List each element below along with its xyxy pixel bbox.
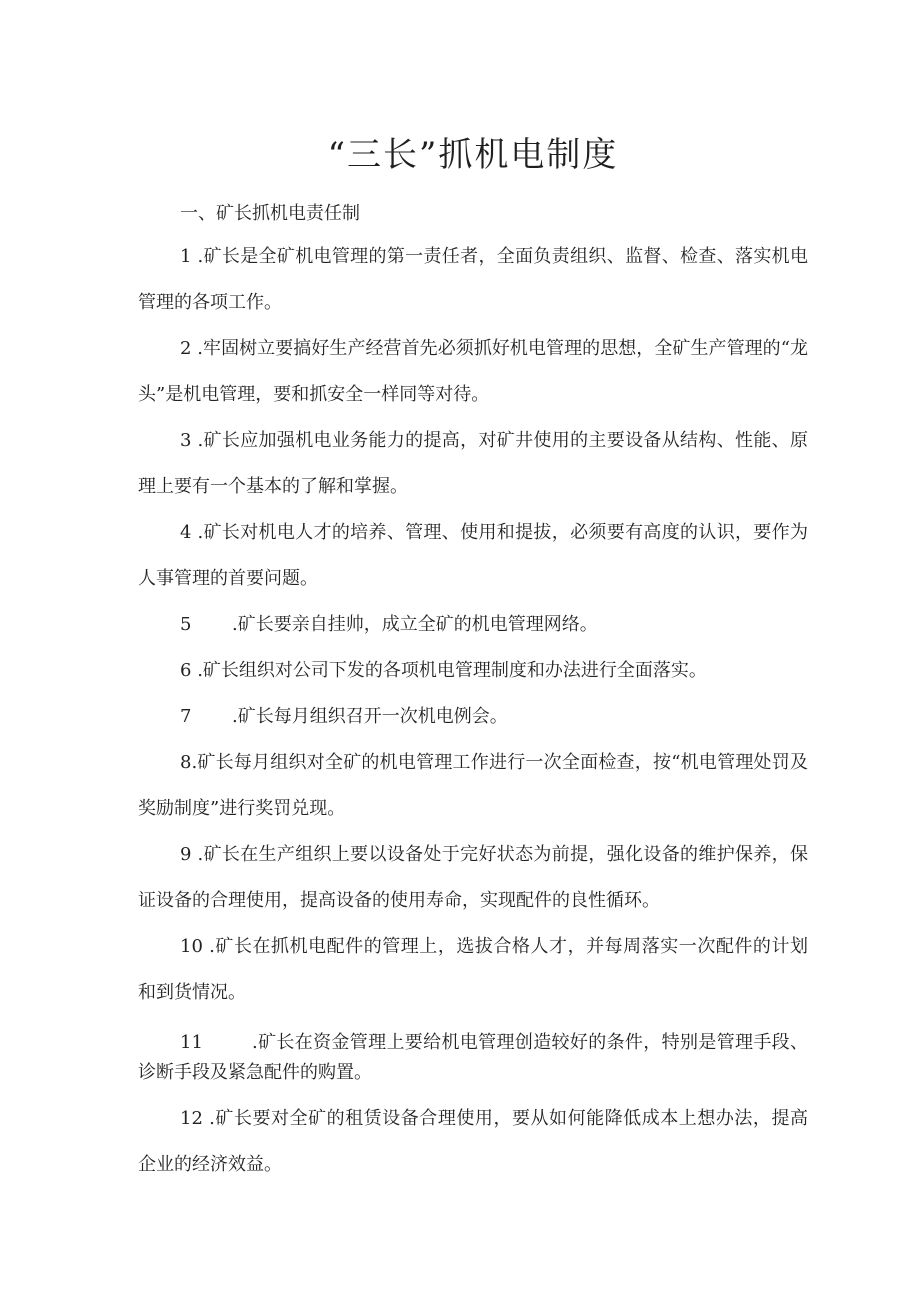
clause-text: .矿长在生产组织上要以设备处于完好状态为前提，强化设备的维护保养，保证设备的合理使用，提高设备的使用寿命，实现配件的良性循环。 — [138, 844, 809, 911]
clause-8 — [138, 740, 808, 832]
clause-10 — [138, 924, 808, 1016]
clause-11 — [138, 1028, 808, 1088]
clause-text: .矿长在资金管理上要给机电管理创造较好的条件，特别是管理手段、诊断手段及紧急配件的购置。 — [138, 1032, 808, 1083]
clause-4 — [138, 510, 808, 602]
clause-2 — [138, 326, 808, 418]
clause-text: .矿长应加强机电业务能力的提高，对矿井使用的主要设备从结构、性能、原理上要有一个基本的了解和掌握。 — [138, 430, 809, 497]
clause-number: 9 — [180, 844, 198, 865]
clause-12 — [138, 1096, 808, 1188]
clause-number: 2 — [180, 338, 198, 359]
clause-5 — [138, 602, 808, 648]
clause-number: 6 — [180, 660, 198, 681]
clause-7 — [138, 694, 808, 740]
clause-number: 11 — [180, 1032, 203, 1053]
clause-text: .牢固树立要搞好生产经营首先必须抓好机电管理的思想，全矿生产管理的“龙头”是机电管理，要和抓安全一样同等对待。 — [138, 338, 808, 405]
clause-number: 3 — [180, 430, 198, 451]
clause-number: 10 — [180, 936, 210, 957]
clause-text: .矿长每月组织召开一次机电例会。 — [232, 706, 508, 727]
clause-text: .矿长在抓机电配件的管理上，选拔合格人才，并每周落实一次配件的计划和到货情况。 — [138, 936, 808, 1003]
section-heading: 一、矿长抓机电责任制 — [180, 203, 360, 224]
clause-number: 12 — [180, 1108, 210, 1129]
clause-text: .矿长对机电人才的培养、管理、使用和提拔，必须要有高度的认识，要作为人事管理的首要问题。 — [138, 522, 809, 589]
clause-text: .矿长组织对公司下发的各项机电管理制度和办法进行全面落实。 — [197, 660, 707, 681]
clause-number: 8 — [180, 752, 192, 773]
clause-text: .矿长要亲自挂帅，成立全矿的机电管理网络。 — [232, 614, 598, 635]
clause-number: 1 — [180, 246, 198, 267]
clause-6 — [138, 648, 808, 694]
clause-9 — [138, 832, 808, 924]
clause-text: .矿长是全矿机电管理的第一责任者，全面负责组织、监督、检查、落实机电管理的各项工作。 — [138, 246, 809, 313]
clause-3 — [138, 418, 808, 510]
clause-number: 5 — [180, 614, 192, 635]
clause-text: .矿长每月组织对全矿的机电管理工作进行一次全面检查，按“机电管理处罚及奖励制度”进行奖罚兑现。 — [138, 752, 808, 819]
document-title: “三长”抓机电制度 — [327, 135, 619, 175]
clause-text: .矿长要对全矿的租赁设备合理使用，要从如何能降低成本上想办法，提高企业的经济效益。 — [138, 1108, 808, 1175]
clause-number: 7 — [180, 706, 192, 727]
clause-1 — [138, 234, 808, 326]
clause-number: 4 — [180, 522, 198, 543]
